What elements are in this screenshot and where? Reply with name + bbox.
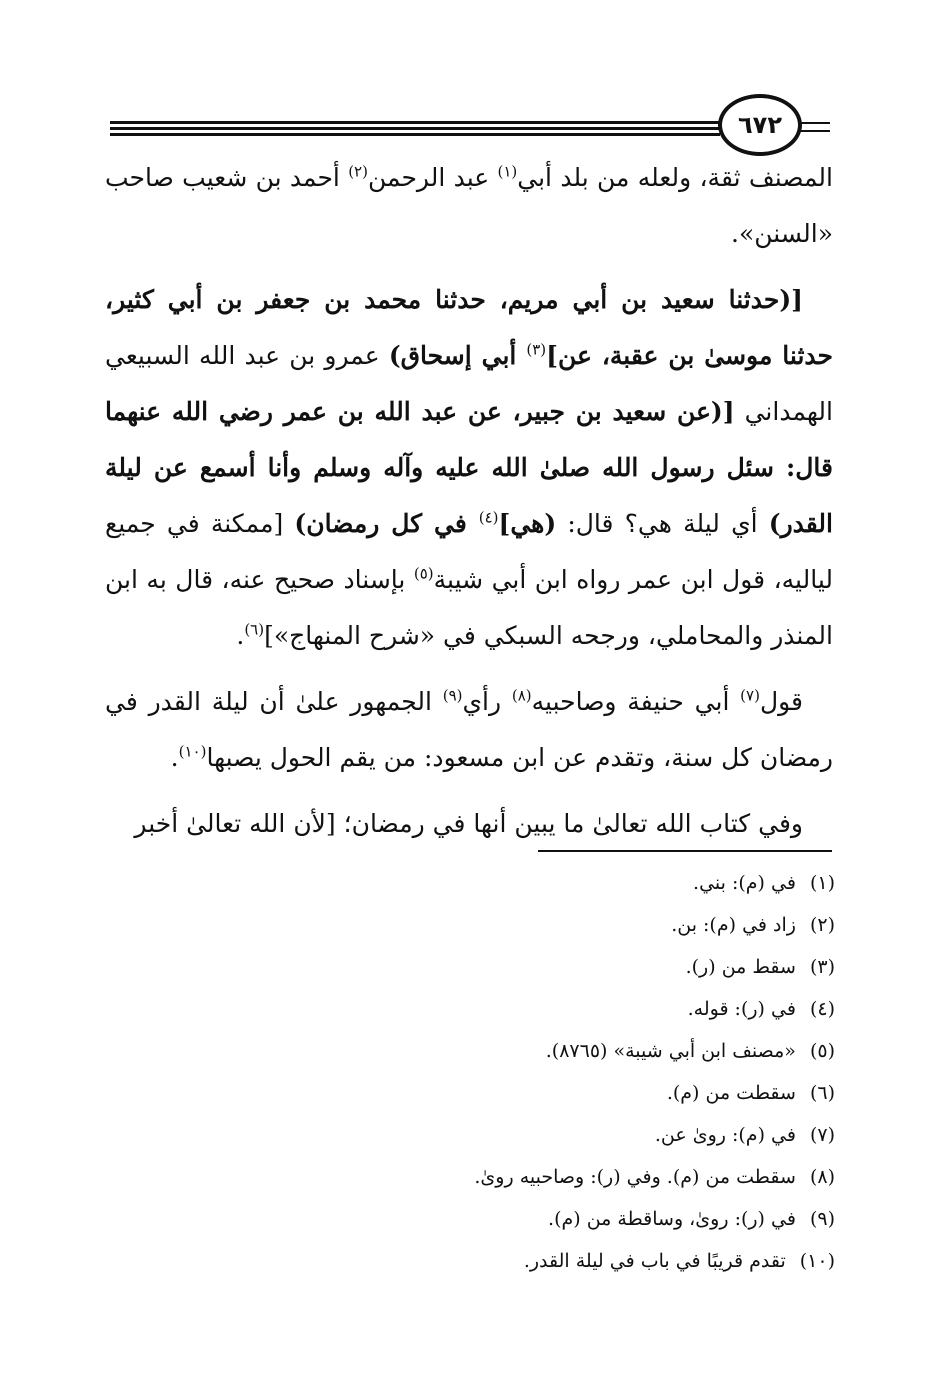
footnote-text: في (ر): روىٰ، وساقطة من (م). <box>548 1208 796 1230</box>
footnote-ref: (٥) <box>413 564 434 583</box>
text-span: بإسناد صحيح عنه، قال به ابن المنذر والمحاملي، ورجحه السبكي في «شرح المنهاج»] <box>105 565 833 650</box>
main-text <box>105 150 833 862</box>
footnote-number: (٥) <box>809 1040 835 1062</box>
text-span: رأي <box>462 687 512 716</box>
footnote-text: سقطت من (م). وفي (ر): وصاحبيه روىٰ. <box>474 1166 796 1188</box>
footnote-item <box>300 1156 835 1198</box>
text-span: . <box>170 743 179 772</box>
footnote-item <box>300 1114 835 1156</box>
footnote-ref: (٧) <box>740 686 760 705</box>
footnote-text: زاد في (م): بن. <box>671 914 796 936</box>
text-span: [ممكنة في جميع لياليه، قول ابن عمر رواه ابن أبي شيبة <box>105 509 833 594</box>
footnote-ref: (٣) <box>526 340 547 359</box>
footnotes-list <box>300 862 835 1282</box>
footnote-number: (٨) <box>809 1166 835 1188</box>
footnote-ref: (١) <box>497 162 518 181</box>
hadith-text: [(عن سعيد بن جبير، عن عبد الله بن عمر رضي الله عنهما قال: سئل رسول الله صلىٰ الله عليه وآله وسلم وأنا أسمع عن ليلة القدر) <box>105 397 833 538</box>
footnote-text: في (ر): قوله. <box>687 998 796 1020</box>
footnote-number: (١) <box>809 872 835 894</box>
hadith-text: في كل رمضان) <box>294 509 479 538</box>
text-span: . <box>236 621 245 650</box>
header-rule <box>110 127 720 130</box>
footnote-item <box>300 862 835 904</box>
paragraph-2 <box>105 272 833 664</box>
footnote-item <box>300 946 835 988</box>
header-rule-short <box>800 130 830 132</box>
text-span: أي ليلة هي؟ قال: <box>556 509 769 538</box>
footnote-ref: (٨) <box>511 686 532 705</box>
page-header <box>0 0 944 160</box>
footnote-item <box>300 904 835 946</box>
footnote-item <box>300 1072 835 1114</box>
paragraph-1 <box>105 150 833 262</box>
footnote-number: (٤) <box>809 998 835 1020</box>
text-span: أحمد بن شعيب صاحب «السنن». <box>105 163 833 248</box>
footnote-number: (١٠) <box>799 1250 835 1272</box>
text-span: قول <box>759 687 803 716</box>
header-rule <box>110 121 720 124</box>
footnote-text: تقدم قريبًا في باب في ليلة القدر. <box>523 1250 786 1272</box>
header-rule <box>110 133 720 136</box>
footnote-text: سقطت من (م). <box>666 1082 796 1104</box>
footnote-item <box>300 1030 835 1072</box>
footnote-item <box>300 988 835 1030</box>
footnote-number: (٣) <box>809 956 835 978</box>
footnote-ref: (٤) <box>478 508 499 527</box>
footnote-ref: (١٠) <box>178 742 207 761</box>
page-number: ٦٧٢ <box>718 94 802 156</box>
paragraph-3 <box>105 674 833 786</box>
footnote-number: (٩) <box>809 1208 835 1230</box>
hadith-chain: أبي إسحاق) <box>388 341 527 370</box>
text-span: أبي حنيفة وصاحبيه <box>531 687 741 716</box>
footnote-ref: (٩) <box>442 686 463 705</box>
hadith-text: (هي] <box>498 509 557 538</box>
footnote-ref: (٦) <box>244 620 265 639</box>
footnote-text: سقط من (ر). <box>685 956 796 978</box>
footnote-item <box>300 1240 835 1282</box>
footnote-number: (٦) <box>809 1082 835 1104</box>
footnote-text: «مصنف ابن أبي شيبة» (٨٧٦٥). <box>545 1040 796 1062</box>
text-span: الجمهور علىٰ أن ليلة القدر في رمضان كل سنة، وتقدم عن ابن مسعود: من يقم الحول يصبها <box>105 687 833 772</box>
text-span: وفي كتاب الله تعالىٰ ما يبين أنها في رمضان؛ [لأن الله تعالىٰ أخبر <box>134 809 803 838</box>
text-span: المصنف ثقة، ولعله من بلد أبي <box>517 163 833 192</box>
text-span: عبد الرحمن <box>367 163 498 192</box>
text-span: عمرو بن عبد الله السبيعي الهمداني <box>105 341 833 426</box>
footnote-text: في (م): بني. <box>693 872 796 894</box>
footnote-number: (٢) <box>809 914 835 936</box>
footnote-number: (٧) <box>809 1124 835 1146</box>
hadith-chain: [(حدثنا سعيد بن أبي مريم، حدثنا محمد بن جعفر بن أبي كثير، حدثنا موسىٰ بن عقبة، عن] <box>105 285 833 370</box>
footnote-ref: (٢) <box>348 162 368 181</box>
footnote-text: في (م): روىٰ عن. <box>654 1124 796 1146</box>
header-rule-short <box>800 122 830 124</box>
footnote-item <box>300 1198 835 1240</box>
paragraph-4 <box>105 796 833 852</box>
footnote-separator <box>538 850 832 852</box>
